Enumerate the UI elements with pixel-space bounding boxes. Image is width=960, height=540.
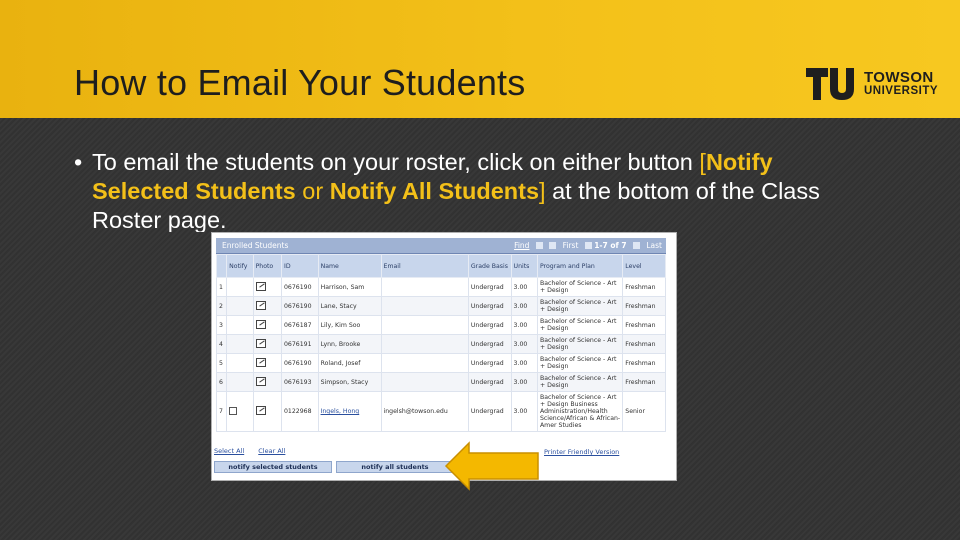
student-id: 0676190 — [282, 354, 319, 373]
photo-cell — [253, 316, 281, 335]
grade-basis: Undergrad — [468, 373, 511, 392]
row-number: 7 — [217, 392, 227, 432]
student-email — [381, 335, 468, 354]
bullet-text — [92, 148, 832, 232]
units: 3.00 — [511, 392, 537, 432]
table-header-row — [217, 255, 666, 278]
units: 3.00 — [511, 354, 537, 373]
notify-cell — [227, 373, 253, 392]
level: Freshman — [623, 297, 666, 316]
student-name — [318, 392, 381, 432]
photo-cell — [253, 354, 281, 373]
table-row — [217, 297, 666, 316]
level: Senior — [623, 392, 666, 432]
first-link[interactable]: First — [562, 241, 579, 250]
printer-friendly-link[interactable]: Printer Friendly Version — [544, 448, 620, 456]
grade-basis: Undergrad — [468, 392, 511, 432]
row-range: 1-7 of 7 — [594, 241, 627, 250]
column-header-notify[interactable]: Notify — [227, 255, 253, 278]
units: 3.00 — [511, 316, 537, 335]
program-plan: Bachelor of Science - Art + Design Business Administration/Health Science/African & African-Amer Studies — [537, 392, 622, 432]
notify-checkbox[interactable] — [229, 407, 237, 415]
view-all-icon[interactable] — [536, 242, 543, 249]
level: Freshman — [623, 335, 666, 354]
notify-cell — [227, 354, 253, 373]
find-link[interactable]: Find — [514, 241, 530, 250]
table-row — [217, 278, 666, 297]
units: 3.00 — [511, 335, 537, 354]
column-header-units[interactable]: Units — [511, 255, 537, 278]
column-header-photo[interactable]: Photo — [253, 255, 281, 278]
column-header-id[interactable]: ID — [282, 255, 319, 278]
selection-links — [214, 447, 297, 455]
bracket-close: ] — [539, 178, 546, 204]
notify-cell — [227, 335, 253, 354]
program-plan: Bachelor of Science - Art + Design — [537, 316, 622, 335]
student-name: Lynn, Brooke — [318, 335, 381, 354]
table-row — [217, 354, 666, 373]
level: Freshman — [623, 316, 666, 335]
roster-grid-header — [216, 238, 666, 254]
last-link[interactable]: Last — [646, 241, 662, 250]
table-row — [217, 316, 666, 335]
photo-cell — [253, 335, 281, 354]
student-name-link[interactable]: Ingels, Hong — [320, 408, 360, 415]
student-email[interactable]: ingelsh@towson.edu — [381, 392, 468, 432]
column-header-email[interactable]: Email — [381, 255, 468, 278]
column-header-program[interactable]: Program and Plan — [537, 255, 622, 278]
previous-icon[interactable] — [585, 242, 592, 249]
bullet-marker: • — [74, 149, 83, 175]
logo-word-towson: TOWSON — [864, 69, 934, 86]
units: 3.00 — [511, 278, 537, 297]
level: Freshman — [623, 278, 666, 297]
level: Freshman — [623, 354, 666, 373]
student-email — [381, 354, 468, 373]
photo-icon[interactable] — [256, 339, 266, 348]
tu-logo-icon — [806, 68, 856, 100]
grade-basis: Undergrad — [468, 354, 511, 373]
units: 3.00 — [511, 297, 537, 316]
student-name: Simpson, Stacy — [318, 373, 381, 392]
notify-selected-label: Notify Selected Students — [92, 149, 773, 204]
row-number: 2 — [217, 297, 227, 316]
student-id: 0676193 — [282, 373, 319, 392]
photo-cell — [253, 373, 281, 392]
or-text: or — [295, 178, 330, 204]
table-row — [217, 392, 666, 432]
program-plan: Bachelor of Science - Art + Design — [537, 297, 622, 316]
student-email — [381, 373, 468, 392]
bullet-text-part1: To email the students on your roster, click on either button — [92, 149, 700, 175]
student-email — [381, 316, 468, 335]
roster-table — [216, 254, 666, 432]
table-row — [217, 335, 666, 354]
bullet-text-part2: at the bottom of the Class Roster page. — [92, 178, 820, 232]
table-row — [217, 373, 666, 392]
student-email — [381, 297, 468, 316]
level: Freshman — [623, 373, 666, 392]
program-plan: Bachelor of Science - Art + Design — [537, 278, 622, 297]
photo-icon[interactable] — [256, 406, 266, 415]
photo-cell — [253, 392, 281, 432]
student-name: Roland, Josef — [318, 354, 381, 373]
pointer-arrow-icon — [444, 441, 540, 491]
column-header-index — [217, 255, 227, 278]
notify-selected-students-button[interactable]: notify selected students — [214, 461, 332, 473]
column-header-name[interactable]: Name — [318, 255, 381, 278]
grid-navigation — [510, 241, 662, 250]
photo-icon[interactable] — [256, 358, 266, 367]
student-name: Harrison, Sam — [318, 278, 381, 297]
student-email — [381, 278, 468, 297]
student-id: 0676190 — [282, 297, 319, 316]
grade-basis: Undergrad — [468, 316, 511, 335]
program-plan: Bachelor of Science - Art + Design — [537, 373, 622, 392]
program-plan: Bachelor of Science - Art + Design — [537, 354, 622, 373]
slide-title: How to Email Your Students — [74, 62, 526, 103]
roster-caption: Enrolled Students — [222, 241, 289, 250]
student-id: 0676191 — [282, 335, 319, 354]
photo-icon[interactable] — [256, 301, 266, 310]
next-icon[interactable] — [633, 242, 640, 249]
grade-basis: Undergrad — [468, 297, 511, 316]
title-banner — [0, 0, 960, 118]
column-header-grade-basis[interactable]: Grade Basis — [468, 255, 511, 278]
clear-all-link[interactable]: Clear All — [258, 447, 286, 455]
photo-cell — [253, 278, 281, 297]
logo-word-university: UNIVERSITY — [864, 85, 939, 97]
student-id: 0122968 — [282, 392, 319, 432]
notify-all-students-button[interactable]: notify all students — [336, 461, 454, 473]
row-number: 4 — [217, 335, 227, 354]
grade-basis: Undergrad — [468, 278, 511, 297]
student-name: Lily, Kim Soo — [318, 316, 381, 335]
row-number: 6 — [217, 373, 227, 392]
photo-cell — [253, 297, 281, 316]
notify-all-label: Notify All Students — [329, 178, 540, 204]
photo-icon[interactable] — [256, 377, 266, 386]
towson-logo — [806, 68, 941, 100]
notify-cell — [227, 297, 253, 316]
column-header-level[interactable]: Level — [623, 255, 666, 278]
grade-basis: Undergrad — [468, 335, 511, 354]
bracket-open: [ — [699, 149, 706, 175]
photo-icon[interactable] — [256, 320, 266, 329]
download-icon[interactable] — [549, 242, 556, 249]
bullet-point — [74, 148, 834, 232]
notify-cell — [227, 278, 253, 297]
student-id: 0676187 — [282, 316, 319, 335]
student-name: Lane, Stacy — [318, 297, 381, 316]
row-number: 5 — [217, 354, 227, 373]
photo-icon[interactable] — [256, 282, 266, 291]
select-all-link[interactable]: Select All — [214, 447, 245, 455]
notify-cell — [227, 392, 253, 432]
student-id: 0676190 — [282, 278, 319, 297]
row-number: 3 — [217, 316, 227, 335]
row-number: 1 — [217, 278, 227, 297]
program-plan: Bachelor of Science - Art + Design — [537, 335, 622, 354]
units: 3.00 — [511, 373, 537, 392]
notify-cell — [227, 316, 253, 335]
